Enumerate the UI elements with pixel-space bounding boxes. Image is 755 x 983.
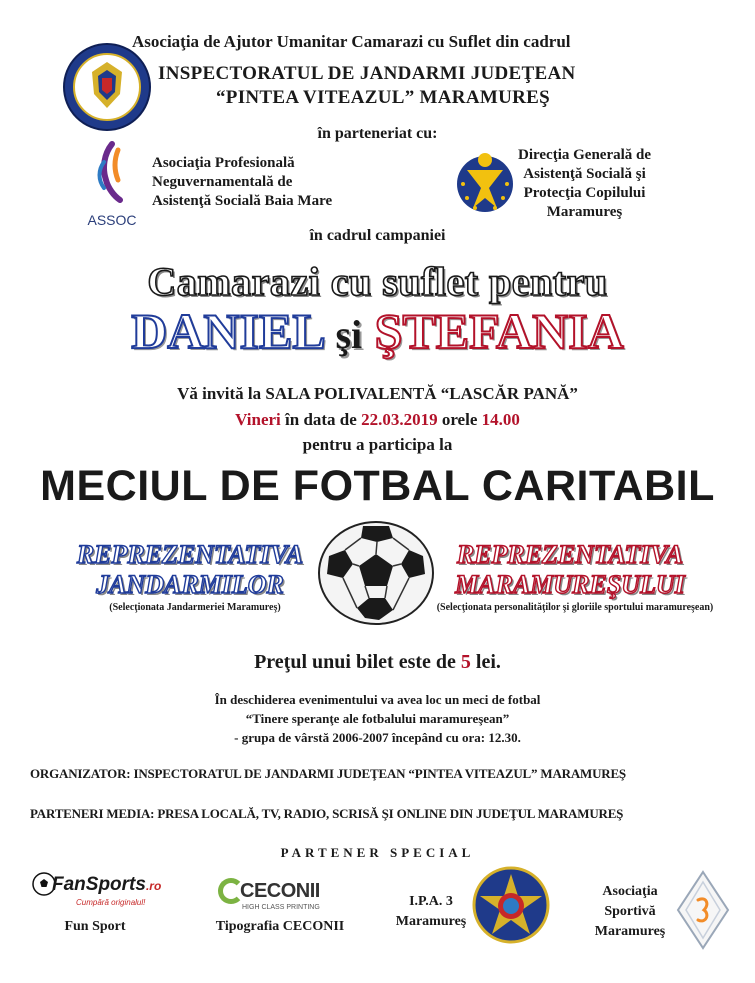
as-line: Maramureş [594, 924, 666, 939]
partner-right-name [518, 146, 651, 222]
invitation-date-text: în data de [280, 410, 362, 429]
opening-line: În deschiderea evenimentului va avea loc un meci de fotbal [214, 692, 541, 707]
ceconii-logo-text: CECONII [240, 880, 320, 902]
invitation-time: 14.00 [481, 410, 520, 429]
sports-association-logo [676, 870, 730, 950]
price-before: Preţul unui bilet este de [254, 651, 461, 673]
partner-left-line: Asistenţă Socială Baia Mare [152, 193, 333, 209]
opening-line: “Tinere speranţe ale fotbalului maramureşean” [245, 711, 510, 726]
team-right-line: REPREZENTATIVA [456, 540, 684, 569]
header-line-1: Asociaţia de Ajutor Umanitar Camarazi cu Suflet din cadrul [132, 32, 571, 51]
opening-match-info [0, 690, 755, 747]
ceconii-logo [218, 878, 338, 916]
campaign-intro: în cadrul campaniei [309, 227, 446, 244]
price-amount: 5 [460, 651, 471, 673]
name-daniel: DANIEL [131, 303, 323, 359]
partner-left-name [152, 154, 332, 211]
partner-right-line: Direcţia Generală de [518, 147, 652, 163]
team-left-line: JANDARMILOR [96, 570, 284, 599]
special-partner-title: PARTENER SPECIAL [280, 845, 475, 860]
partner-right-line: Maramureş [546, 204, 623, 220]
fansport-slogan: Cumpără originalul! [76, 898, 146, 907]
partnership-intro: în parteneriat cu: [317, 125, 438, 142]
jandarmerie-crest-logo [62, 42, 152, 132]
name-conjunction: şi [335, 312, 363, 357]
team-left-subtitle: (Selecţionata Jandarmeriei Maramureş) [109, 602, 281, 613]
invitation-day: Vineri [235, 410, 281, 429]
assoc-logo [84, 140, 140, 228]
invitation-participate: pentru a participa la [302, 435, 453, 454]
fansport-logo-text: FanSports [52, 874, 146, 895]
match-title: MECIUL DE FOTBAL CARITABIL [40, 462, 715, 510]
fansport-logo [32, 870, 162, 912]
header-line-2: INSPECTORATUL DE JANDARMI JUDEŢEAN [158, 63, 576, 84]
partner-right-line: Asistenţă Socială şi [523, 166, 646, 182]
team-left-line: REPREZENTATIVA [76, 540, 304, 569]
ceconii-slogan: HIGH CLASS PRINTING [242, 904, 320, 911]
media-partners-line: PARTENERI MEDIA: PRESA LOCALĂ, TV, RADIO, SCRISĂ ŞI ONLINE DIN JUDEŢUL MARAMUREŞ [30, 806, 624, 821]
ipa-line: Maramureş [395, 914, 467, 929]
ceconii-label: Tipografia CECONII [215, 919, 345, 934]
opening-line: - grupa de vârstă 2006-2007 începând cu ora: 12.30. [234, 730, 521, 745]
sports-association-label [585, 882, 675, 942]
dgaspc-logo [455, 148, 515, 214]
campaign-title: Camarazi cu suflet pentru [147, 259, 608, 304]
ipa-label [386, 892, 476, 932]
invitation-venue: Vă invită la SALA POLIVALENTĂ “LASCĂR PANĂ” [177, 384, 578, 403]
partner-left-line: Asociaţia Profesională [152, 155, 295, 171]
as-line: Sportivă [604, 904, 656, 919]
ticket-price [0, 651, 755, 674]
assoc-logo-text: ASSOC [87, 212, 137, 228]
invitation-date: 22.03.2019 [361, 410, 438, 429]
team-right-subtitle: (Selecţionata personalităţilor şi gloriile sportului maramureşean) [436, 602, 714, 613]
header-line-3: “PINTEA VITEAZUL” MARAMUREŞ [216, 87, 550, 108]
team-left [50, 540, 330, 600]
assoc-figure-icon [84, 140, 140, 204]
as-line: Asociaţia [602, 884, 658, 899]
name-stefania: ŞTEFANIA [374, 303, 624, 359]
partner-right-line: Protecţia Copilului [523, 185, 646, 201]
organizer-line: ORGANIZATOR: INSPECTORATUL DE JANDARMI JUDEŢEAN “PINTEA VITEAZUL” MARAMUREŞ [30, 766, 626, 781]
fansport-logo-tld: .ro [145, 879, 162, 893]
team-right-line: MARAMUREŞULUI [455, 570, 685, 599]
ipa-emblem-logo [472, 866, 550, 944]
partner-left-line: Neguvernamentală de [152, 174, 293, 190]
campaign-names [0, 302, 755, 360]
fansport-label: Fun Sport [64, 919, 126, 934]
price-after: lei. [470, 651, 501, 673]
invitation-datetime [0, 410, 755, 430]
team-right [420, 540, 720, 600]
ipa-line: I.P.A. 3 [409, 894, 453, 909]
invitation-time-text: orele [437, 410, 482, 429]
